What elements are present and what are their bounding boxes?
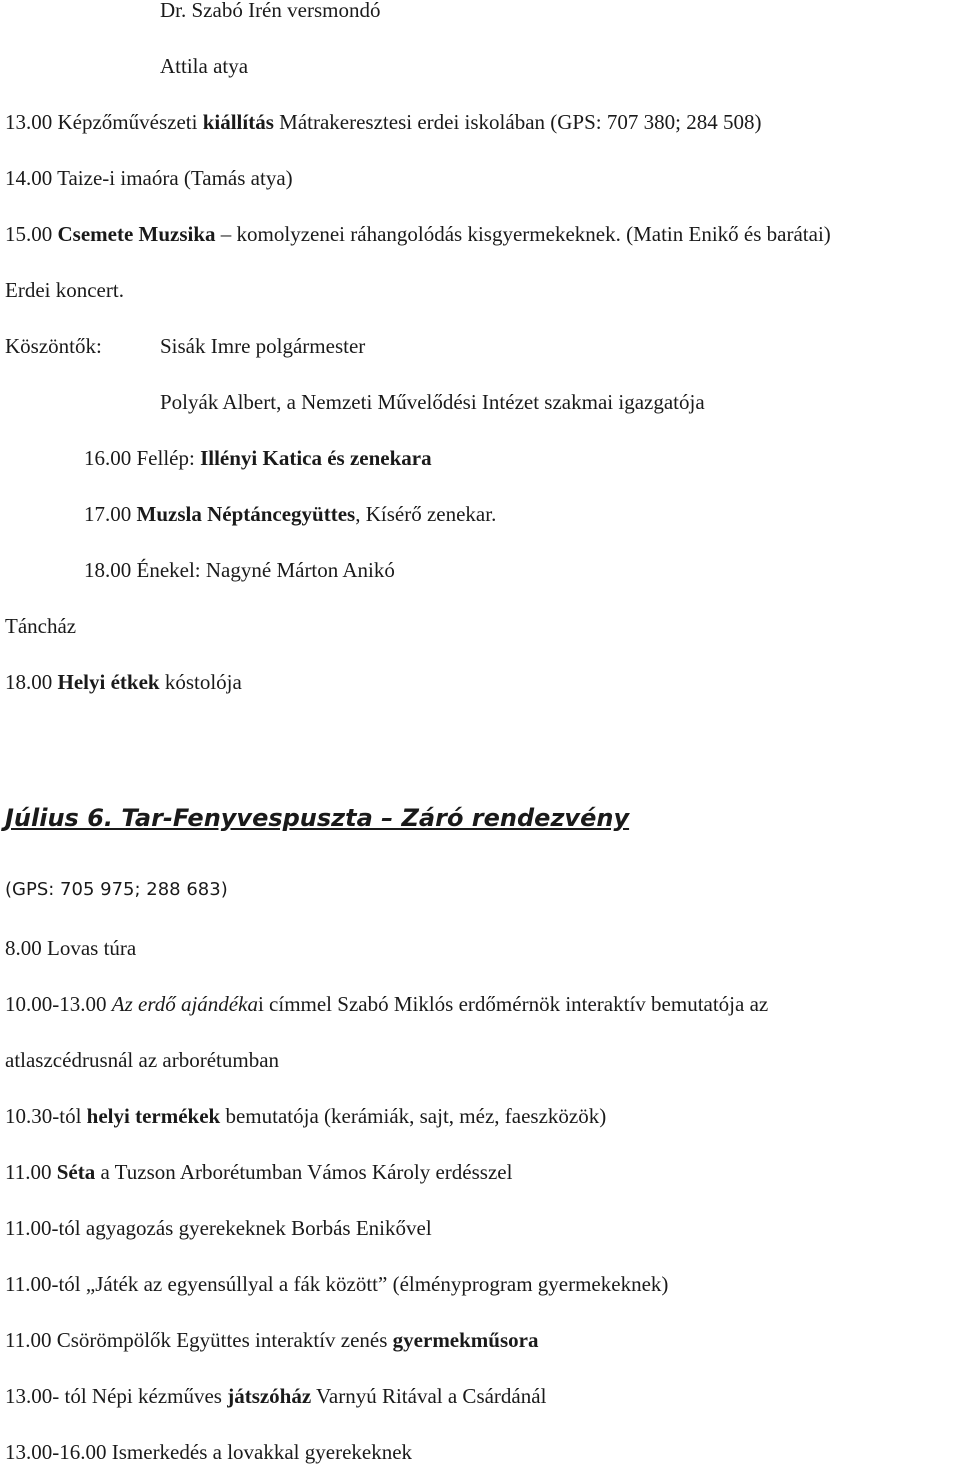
programme-line: Attila atya bbox=[160, 54, 249, 78]
programme-line: Dr. Szabó Irén versmondó bbox=[160, 0, 381, 22]
programme-line: 15.00 Csemete Muzsika – komolyzenei ráhangolódás kisgyermekeknek. (Matin Enikő és barátai) bbox=[5, 222, 831, 246]
greetings-line: Köszöntők: Sisák Imre polgármester bbox=[5, 334, 366, 358]
performance-line: 17.00 Muzsla Néptáncegyüttes, Kísérő zenekar. bbox=[84, 502, 497, 526]
schedule-item: 11.00-tól „Játék az egyensúllyal a fák között” (élményprogram gyermekeknek) bbox=[5, 1272, 669, 1296]
performance-line: 16.00 Fellép: Illényi Katica és zenekara bbox=[84, 446, 432, 470]
programme-line: 14.00 Taize-i imaóra (Tamás atya) bbox=[5, 166, 293, 190]
schedule-item: 10.00-13.00 Az erdő ajándékai címmel Szabó Miklós erdőmérnök interaktív bemutatója az bbox=[5, 992, 769, 1016]
section-heading: Július 6. Tar-Fenyvespuszta – Záró rendezvény bbox=[5, 804, 630, 832]
schedule-item: 11.00-tól agyagozás gyerekeknek Borbás Enikővel bbox=[5, 1216, 432, 1240]
schedule-item: 11.00 Séta a Tuzson Arborétumban Vámos Károly erdésszel bbox=[5, 1160, 513, 1184]
programme-line: 18.00 Helyi étkek kóstolója bbox=[5, 670, 242, 694]
schedule-item: 10.30-tól helyi termékek bemutatója (kerámiák, sajt, méz, faeszközök) bbox=[5, 1104, 607, 1128]
greetings-label: Köszöntők: bbox=[5, 334, 102, 358]
schedule-item: 8.00 Lovas túra bbox=[5, 936, 137, 960]
programme-line: Erdei koncert. bbox=[5, 278, 124, 302]
programme-line: Táncház bbox=[5, 614, 77, 638]
schedule-item: 11.00 Csörömpölők Együttes interaktív zenés gyermekműsora bbox=[5, 1328, 539, 1352]
schedule-item: 13.00-16.00 Ismerkedés a lovakkal gyerekeknek bbox=[5, 1440, 413, 1464]
schedule-item: 13.00- tól Népi kézműves játszóház Varnyú Ritával a Csárdánál bbox=[5, 1384, 547, 1408]
gps-coordinates: (GPS: 705 975; 288 683) bbox=[5, 879, 228, 900]
schedule-item: atlaszcédrusnál az arborétumban bbox=[5, 1048, 280, 1072]
programme-line: 13.00 Képzőművészeti kiállítás Mátrakeresztesi erdei iskolában (GPS: 707 380; 284 508) bbox=[5, 110, 762, 134]
performance-line: 18.00 Énekel: Nagyné Márton Anikó bbox=[84, 558, 395, 582]
greetings-line: Polyák Albert, a Nemzeti Művelődési Intézet szakmai igazgatója bbox=[160, 390, 705, 414]
